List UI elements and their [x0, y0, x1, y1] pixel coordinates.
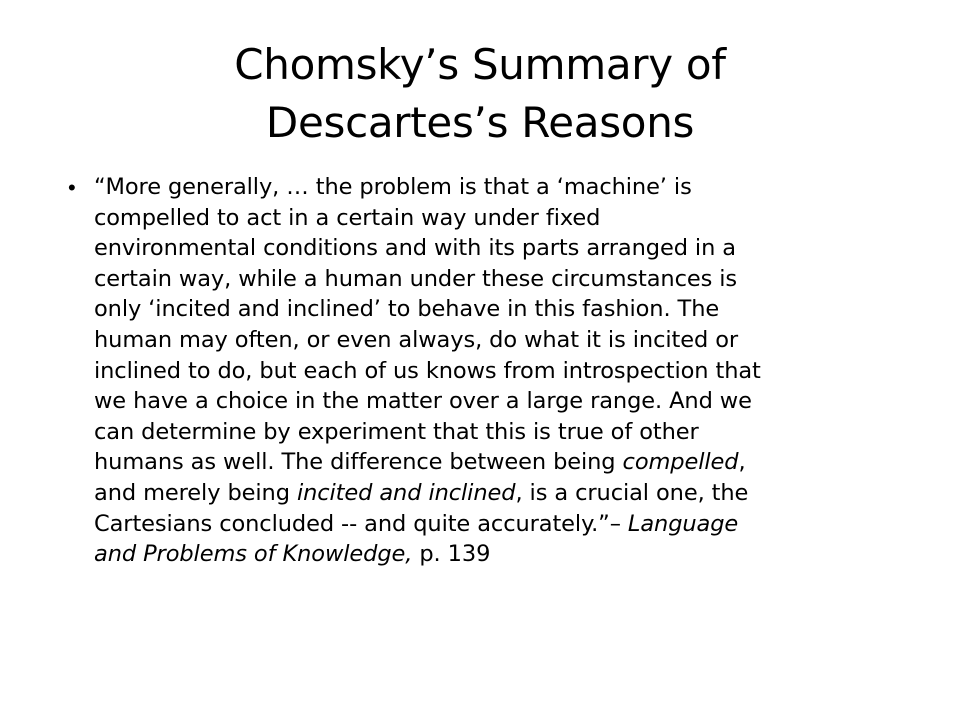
- slide-title: [80, 36, 880, 152]
- quote-line: compelled to act in a certain way under fixed: [94, 204, 601, 231]
- title-line-2: Descartes’s Reasons: [265, 98, 695, 147]
- slide-body: [60, 172, 910, 570]
- citation-book-title: and Problems of Knowledge,: [94, 541, 413, 568]
- quote-text-segment: , is a crucial one, the: [515, 479, 749, 506]
- quote-line: inclined to do, but each of us knows from introspection that: [94, 357, 761, 384]
- quote-line: certain way, while a human under these circumstances is: [94, 265, 738, 292]
- citation-book-title: Language: [627, 510, 739, 537]
- bullet-item: [60, 172, 910, 570]
- title-line-1: Chomsky’s Summary of: [234, 40, 726, 89]
- quote-line: [94, 539, 910, 570]
- emphasis-compelled: compelled: [622, 449, 739, 476]
- quote-text-segment: humans as well. The difference between being: [94, 449, 623, 476]
- quote-text-segment: and merely being: [94, 479, 297, 506]
- quote-line: we have a choice in the matter over a large range. And we: [94, 388, 752, 415]
- quote-line: “More generally, … the problem is that a ‘machine’ is: [94, 174, 692, 200]
- quote-text-segment: Cartesians concluded -- and quite accurately.”–: [94, 510, 628, 537]
- emphasis-incited-inclined: incited and inclined: [296, 479, 516, 506]
- quote-line: only ‘incited and inclined’ to behave in this fashion. The: [94, 296, 720, 323]
- citation-page: p. 139: [412, 541, 491, 568]
- quote-line: environmental conditions and with its parts arranged in a: [94, 235, 736, 262]
- bullet-icon: •: [68, 175, 76, 200]
- quote-line: [94, 478, 910, 509]
- quote-line: [94, 447, 910, 478]
- quote-line: can determine by experiment that this is true of other: [94, 418, 699, 445]
- quote-text: [94, 172, 910, 570]
- quote-line: [94, 509, 910, 540]
- quote-text-segment: ,: [738, 449, 746, 476]
- quote-line: human may often, or even always, do what it is incited or: [94, 326, 739, 353]
